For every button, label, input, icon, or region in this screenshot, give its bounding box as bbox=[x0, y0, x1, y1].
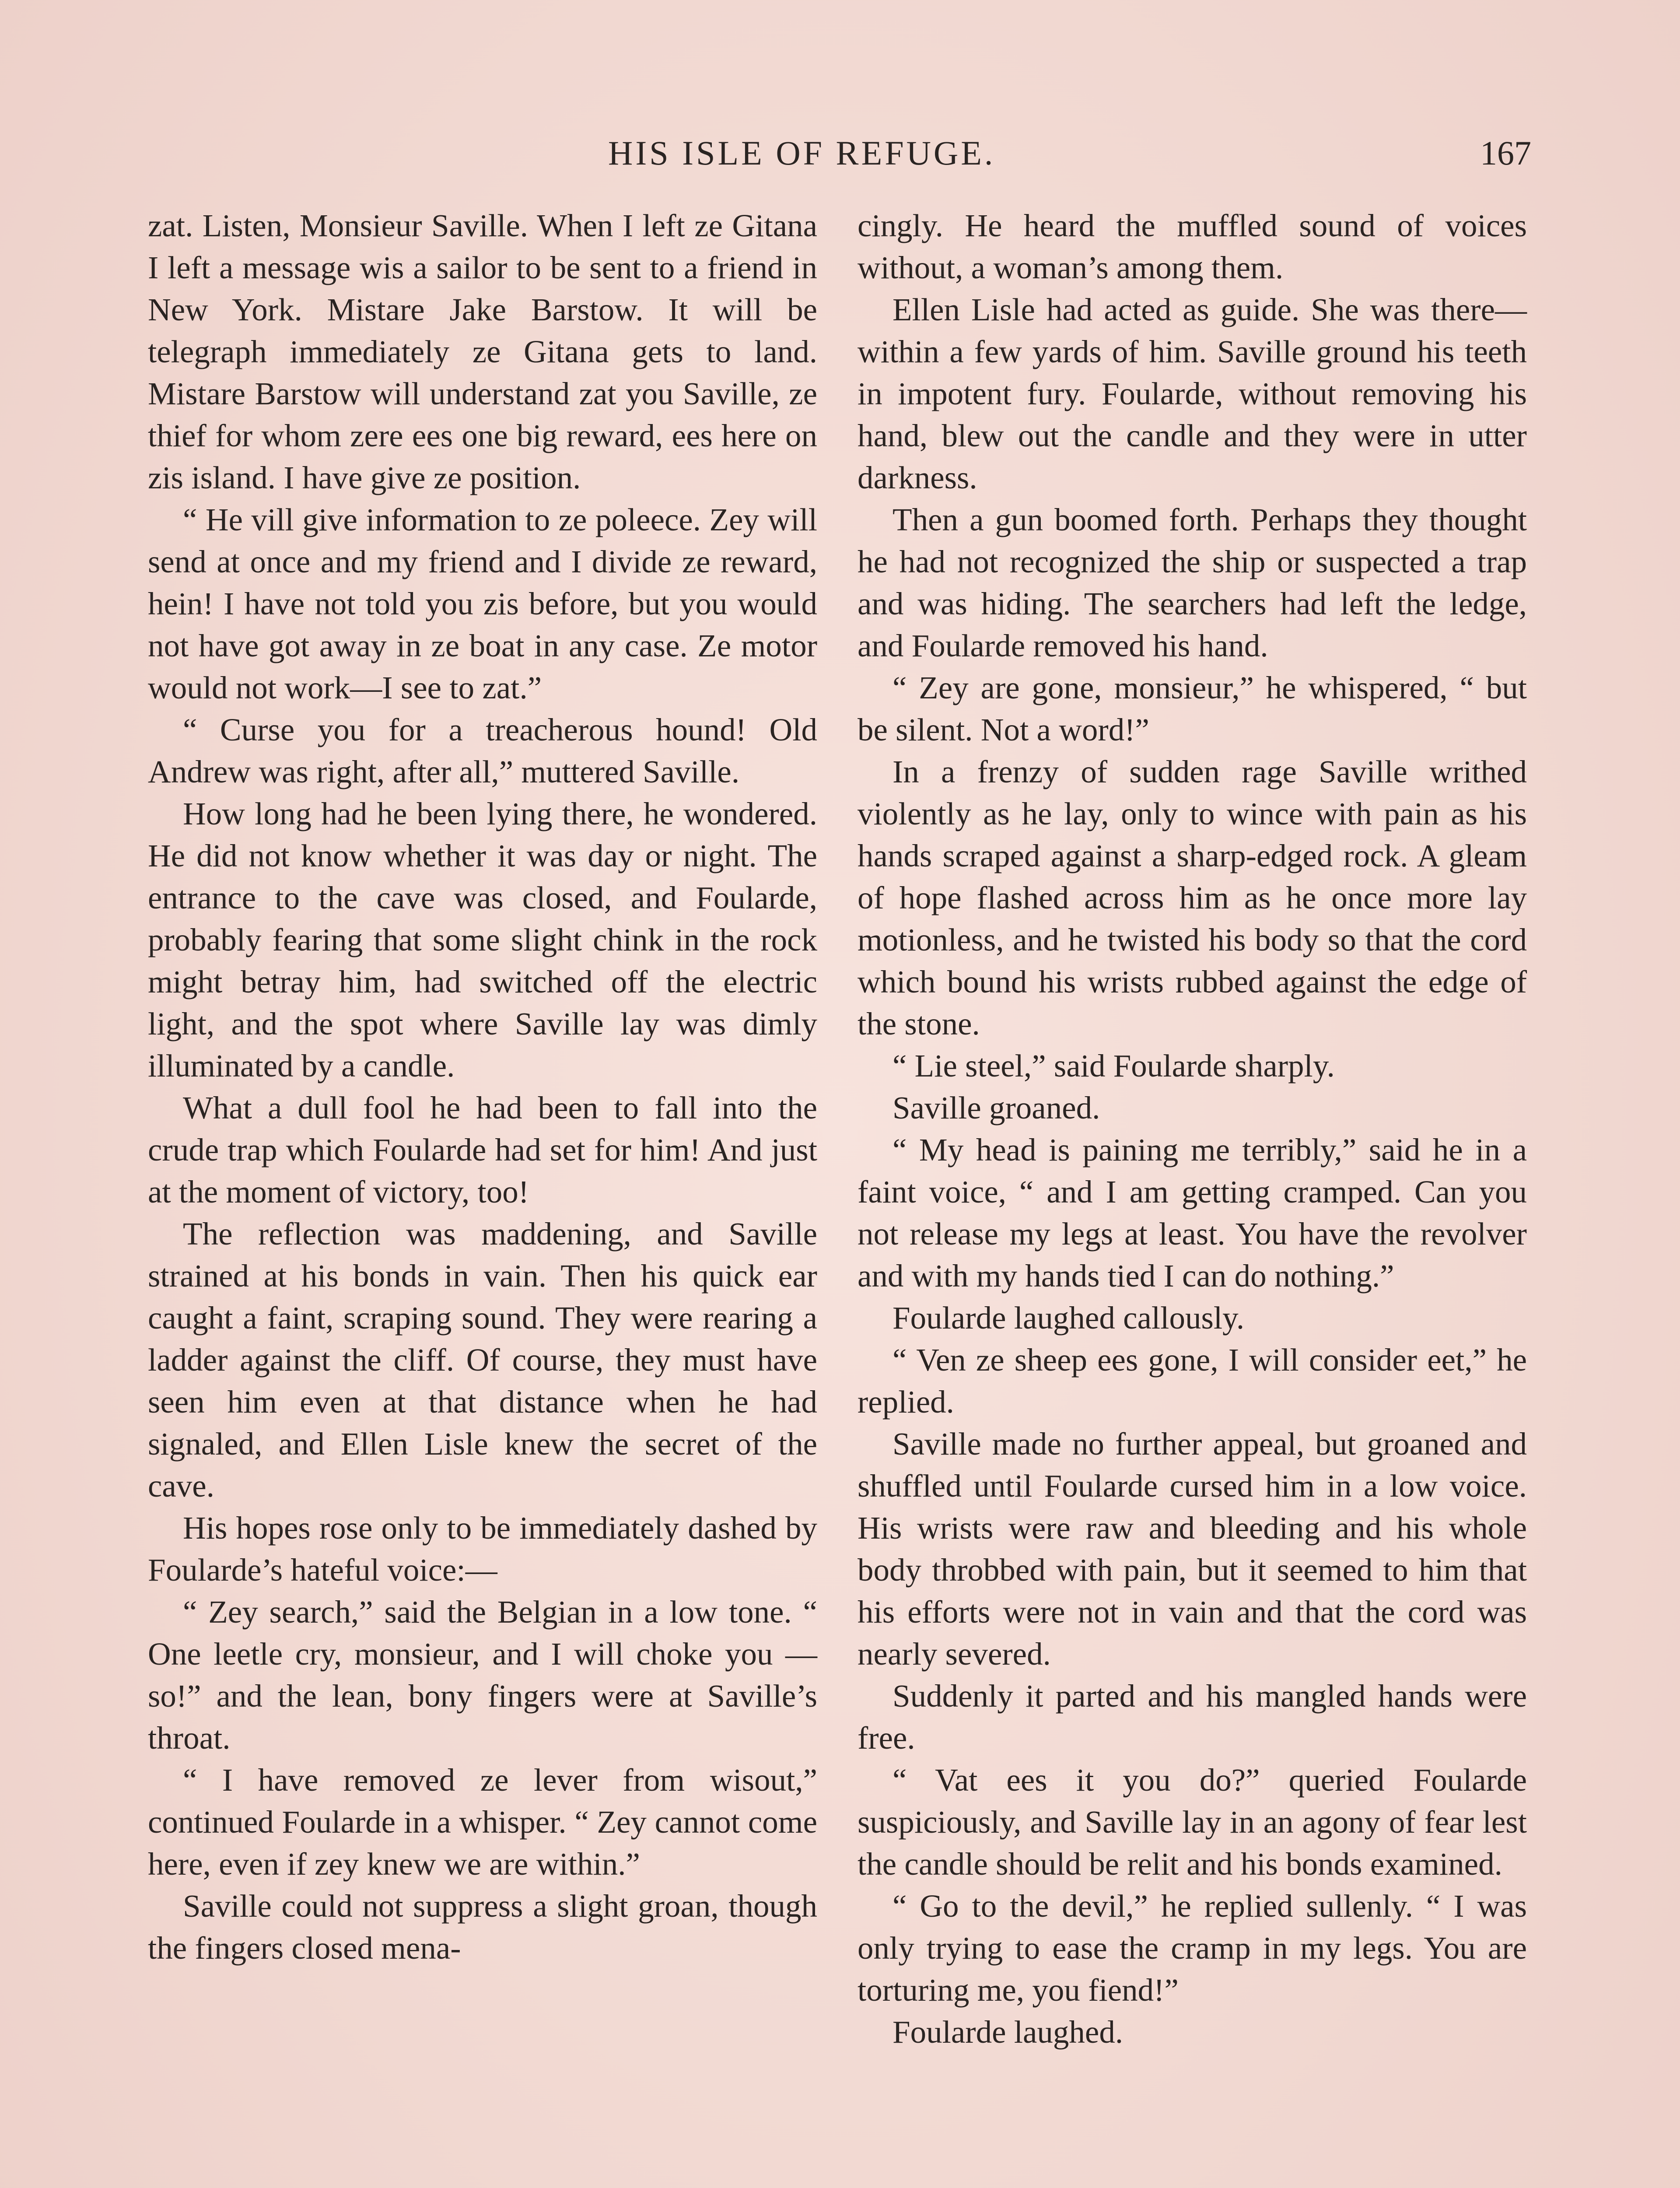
paragraph: Saville made no further appeal, but groaned and shuffled until Foularde cursed him in a low voice. His wrists were raw and bleeding and his whole body throbbed with pain, but it seemed to him that his efforts were not in vain and that the cord was nearly severed. bbox=[858, 1426, 1527, 1672]
paragraph: “ I have removed ze lever from wisout,” continued Foularde in a whisper. “ Zey cannot come here, even if zey knew we are within.” bbox=[148, 1762, 817, 1882]
paragraph: Saville groaned. bbox=[892, 1090, 1100, 1126]
paragraph: What a dull fool he had been to fall into the crude trap which Foularde had set for him! And just at the moment of victory, too! bbox=[148, 1090, 817, 1210]
paragraph: “ Zey are gone, monsieur,” he whispered, “ but be silent. Not a word!” bbox=[858, 670, 1527, 747]
paragraph: Then a gun boomed forth. Perhaps they thought he had not recognized the ship or suspected a trap and was hiding. The searchers had left the ledge, and Foularde removed his hand. bbox=[858, 502, 1527, 663]
paragraph: In a frenzy of sudden rage Saville writhed violently as he lay, only to wince with pain as his hands scraped against a sharp-edged rock. A gleam of hope flashed across him as he once more lay motionless, and he twisted his body so that the cord which bound his wrists rubbed against the edge of the stone. bbox=[858, 754, 1527, 1041]
paragraph: How long had he been lying there, he wondered. He did not know whether it was day or night. The entrance to the cave was closed, and Foularde, probably fearing that some slight chink in the rock might betray him, had switched off the electric light, and the spot where Saville lay was dimly illuminated by a candle. bbox=[148, 796, 817, 1083]
page-header bbox=[149, 127, 1540, 179]
paragraph: “ Ven ze sheep ees gone, I will consider eet,” he replied. bbox=[858, 1342, 1527, 1420]
paragraph: “ Vat ees it you do?” queried Foularde suspiciously, and Saville lay in an agony of fear lest the candle should be relit and his bonds examined. bbox=[858, 1762, 1527, 1882]
running-head: HIS ISLE OF REFUGE. bbox=[608, 134, 996, 172]
paragraph: Suddenly it parted and his mangled hands were free. bbox=[858, 1678, 1527, 1756]
paragraph: Foularde laughed. bbox=[892, 2014, 1124, 2050]
right-column bbox=[858, 205, 1527, 2053]
left-column bbox=[148, 205, 817, 1969]
paragraph: Ellen Lisle had acted as guide. She was there—within a few yards of him. Saville ground his teeth in impotent fury. Foularde, without removing his hand, blew out the candle and they were in utter darkness. bbox=[858, 292, 1527, 495]
paragraph: “ Lie steel,” said Foularde sharply. bbox=[892, 1048, 1335, 1083]
paragraph: “ My head is paining me terribly,” said he in a faint voice, “ and I am getting cramped. Can you not release my legs at least. You have the revolver and with my hands tied I can do nothing.” bbox=[858, 1132, 1527, 1294]
paragraph: Foularde laughed callously. bbox=[892, 1300, 1245, 1336]
paragraph: zat. Listen, Monsieur Saville. When I left ze Gitana I left a message wis a sailor to be sent to a friend in New York. Mistare Jake Barstow. It will be telegraph immediately ze Gitana gets to land. Mistare Barstow will understand zat you Saville, ze thief for whom zere ees one big reward, ees here on zis island. I have give ze position. bbox=[148, 208, 817, 495]
paragraph: “ Curse you for a treacherous hound! Old Andrew was right, after all,” muttered Saville. bbox=[148, 712, 817, 789]
paragraph: The reflection was maddening, and Saville strained at his bonds in vain. Then his quick ear caught a faint, scraping sound. They were rearing a ladder against the cliff. Of course, they must have seen him even at that distance when he had signaled, and Ellen Lisle knew the secret of the cave. bbox=[148, 1216, 817, 1504]
paragraph: “ He vill give information to ze poleece. Zey will send at once and my friend and I divide ze reward, hein! I have not told you zis before, but you would not have got away in ze boat in any case. Ze motor would not work—I see to zat.” bbox=[148, 502, 817, 705]
paragraph: “ Zey search,” said the Belgian in a low tone. “ One leetle cry, monsieur, and I will choke you — so!” and the lean, bony fingers were at Saville’s throat. bbox=[148, 1594, 817, 1756]
paragraph: Saville could not suppress a slight groan, though the fingers closed mena- bbox=[148, 1888, 817, 1966]
paragraph: “ Go to the devil,” he replied sullenly. “ I was only trying to ease the cramp in my legs. You are torturing me, you fiend!” bbox=[858, 1888, 1527, 2008]
page-number: 167 bbox=[1480, 134, 1531, 172]
paragraph: His hopes rose only to be immediately dashed by Foularde’s hateful voice:— bbox=[148, 1510, 817, 1588]
paragraph: cingly. He heard the muffled sound of voices without, a woman’s among them. bbox=[858, 208, 1527, 285]
